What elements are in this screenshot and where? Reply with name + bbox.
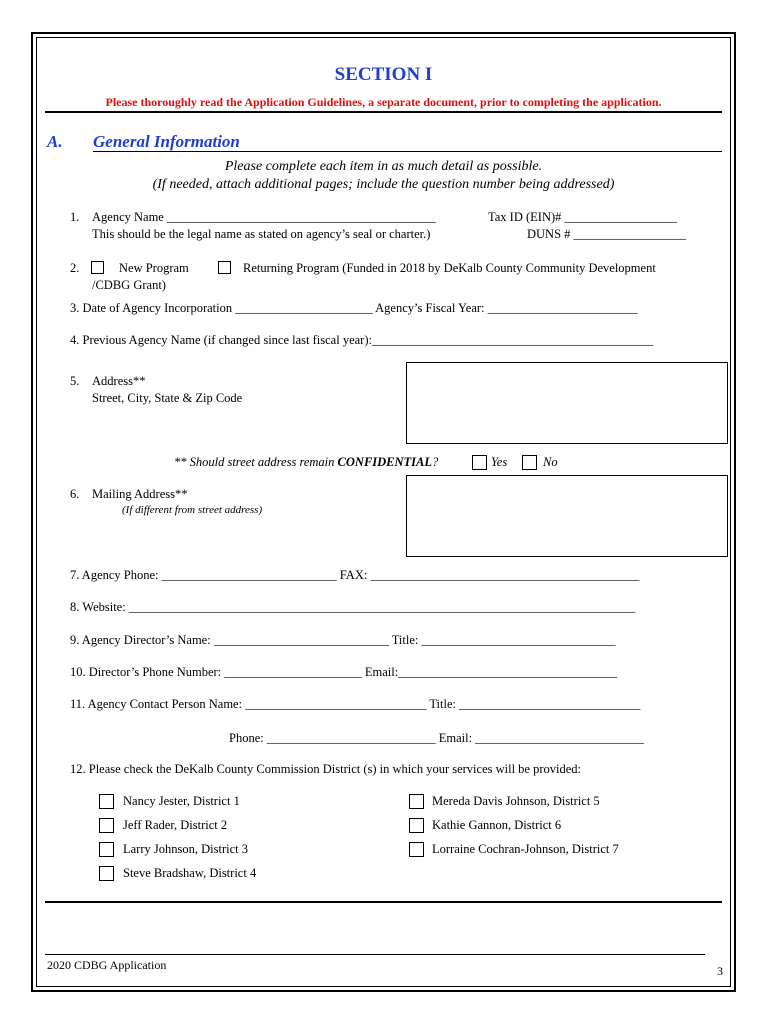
returning-program-checkbox[interactable]: [218, 261, 231, 274]
district-1-checkbox[interactable]: [99, 794, 114, 809]
returning-program-label: Returning Program (Funded in 2018 by DeKalb County Community Development: [243, 261, 656, 275]
district-3-label: Larry Johnson, District 3: [123, 842, 248, 856]
website-row[interactable]: 8. Website: _________________________________________________________________________________: [70, 600, 636, 614]
confidential-prefix: ** Should street address remain: [174, 455, 338, 469]
district-5-checkbox[interactable]: [409, 794, 424, 809]
q5-number: 5.: [70, 374, 80, 388]
page-frame: [31, 32, 736, 992]
district-7-checkbox[interactable]: [409, 842, 424, 857]
section-letter: A.: [47, 132, 63, 151]
address-label: Address**: [92, 374, 146, 388]
district-6-checkbox[interactable]: [409, 818, 424, 833]
instruction-line-1: Please complete each item in as much detail as possible.: [224, 159, 543, 174]
confidential-yes-checkbox[interactable]: [472, 455, 487, 470]
district-4-label: Steve Bradshaw, District 4: [123, 866, 257, 880]
header-rule: [45, 111, 722, 113]
district-4-checkbox[interactable]: [99, 866, 114, 881]
confidential-word: CONFIDENTIAL: [337, 455, 433, 469]
page-inner-border: [36, 37, 731, 987]
mailing-address-sublabel: (If different from street address): [122, 504, 263, 516]
end-of-section-rule: [45, 901, 722, 903]
confidential-question: [174, 455, 438, 470]
footer-rule: [45, 954, 705, 955]
previous-agency-name-row[interactable]: 4. Previous Agency Name (if changed since last fiscal year):_____________________________________________: [70, 333, 654, 347]
director-name-title-row[interactable]: 9. Agency Director’s Name: ____________________________ Title: _______________________________: [70, 633, 616, 647]
district-2-label: Jeff Rader, District 2: [123, 818, 228, 832]
returning-program-label-cont: /CDBG Grant): [92, 278, 166, 292]
q1-number: 1.: [70, 210, 80, 224]
footer-app-name: 2020 CDBG Application: [47, 958, 167, 972]
confidential-no-label: No: [543, 455, 558, 469]
section-heading-rule: [93, 151, 722, 152]
q2-number: 2.: [70, 261, 80, 275]
contact-phone-email-row[interactable]: Phone: ___________________________ Email: ___________________________: [229, 731, 644, 745]
confidential-no-checkbox[interactable]: [522, 455, 537, 470]
duns-field[interactable]: DUNS # __________________: [527, 227, 687, 241]
new-program-checkbox[interactable]: [91, 261, 104, 274]
district-3-checkbox[interactable]: [99, 842, 114, 857]
confidential-yes-label: Yes: [491, 455, 508, 469]
address-textbox[interactable]: [406, 362, 728, 444]
guideline-notice: Please thoroughly read the Application Guidelines, a separate document, prior to completing the application.: [105, 95, 662, 109]
contact-person-title-row[interactable]: 11. Agency Contact Person Name: _____________________________ Title: _____________________________: [70, 697, 641, 711]
district-6-label: Kathie Gannon, District 6: [432, 818, 562, 832]
address-sublabel: Street, City, State & Zip Code: [92, 391, 243, 405]
agency-name-note: This should be the legal name as stated on agency’s seal or charter.): [92, 227, 431, 241]
agency-name-field[interactable]: Agency Name ___________________________________________: [92, 210, 436, 224]
section-title: SECTION I: [334, 64, 433, 85]
section-heading: General Information: [93, 132, 240, 151]
new-program-label: New Program: [119, 261, 189, 275]
district-1-label: Nancy Jester, District 1: [123, 794, 240, 808]
district-5-label: Mereda Davis Johnson, District 5: [432, 794, 600, 808]
mailing-address-label: Mailing Address**: [92, 487, 188, 501]
page-number: 3: [717, 964, 723, 978]
agency-phone-fax-row[interactable]: 7. Agency Phone: ____________________________ FAX: ___________________________________________: [70, 568, 640, 582]
tax-id-field[interactable]: Tax ID (EIN)# __________________: [488, 210, 678, 224]
confidential-qmark: ?: [432, 455, 439, 469]
director-phone-email-row[interactable]: 10. Director’s Phone Number: ______________________ Email:___________________________________: [70, 665, 617, 679]
mailing-address-textbox[interactable]: [406, 475, 728, 557]
incorporation-fiscal-year-row[interactable]: 3. Date of Agency Incorporation ______________________ Agency’s Fiscal Year: ________________________: [70, 301, 638, 315]
district-2-checkbox[interactable]: [99, 818, 114, 833]
q6-number: 6.: [70, 487, 80, 501]
instruction-line-2: (If needed, attach additional pages; include the question number being addressed): [152, 177, 615, 192]
district-question: 12. Please check the DeKalb County Commission District (s) in which your services will be provided:: [70, 762, 582, 776]
district-7-label: Lorraine Cochran-Johnson, District 7: [432, 842, 619, 856]
